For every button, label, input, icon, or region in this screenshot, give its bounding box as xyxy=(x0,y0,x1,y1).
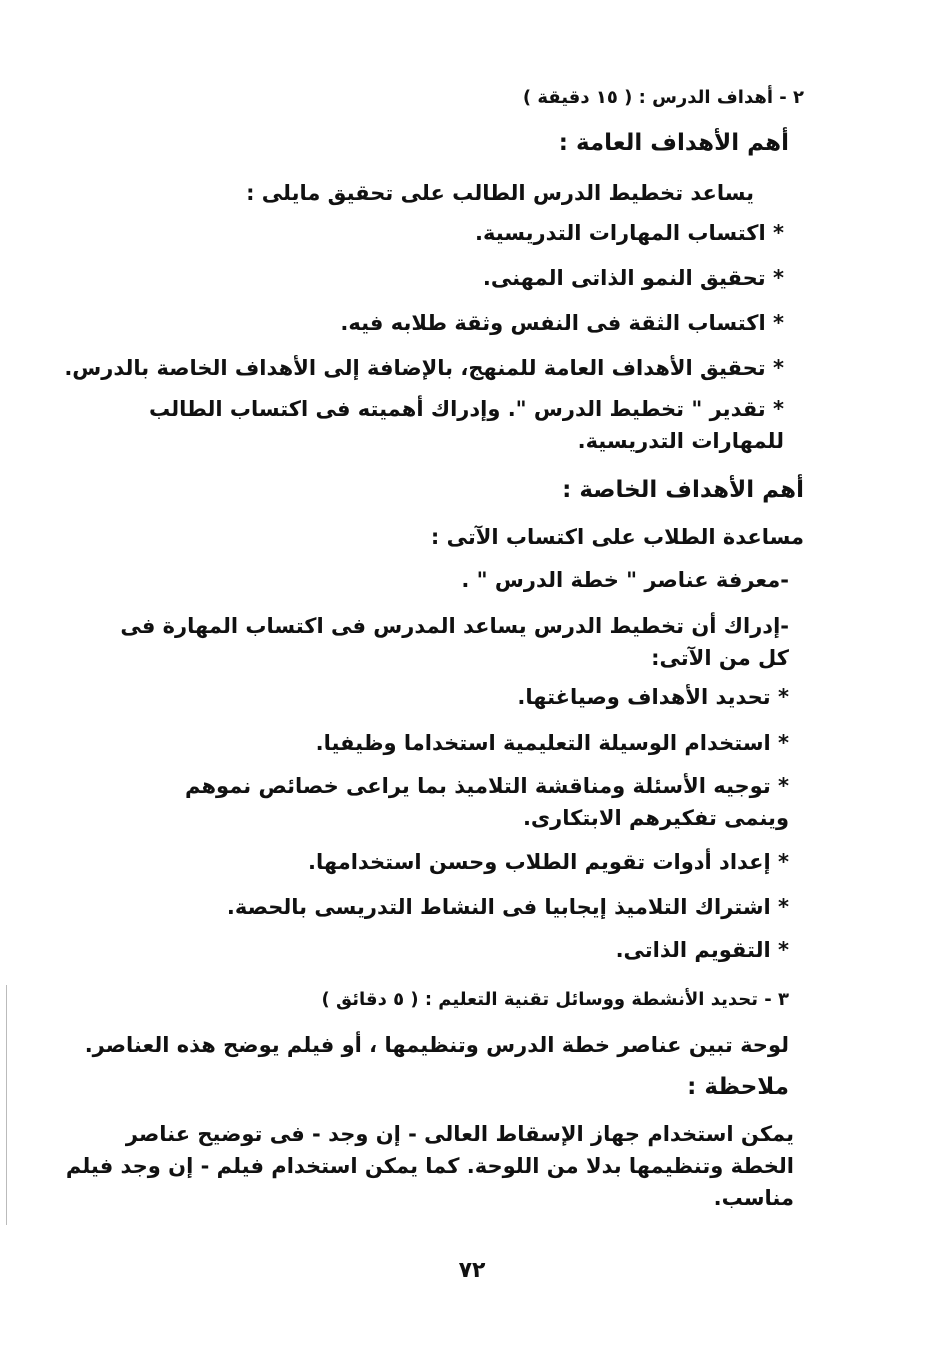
general-goal-item: * اكتساب المهارات التدريسية. xyxy=(475,221,784,245)
special-goals-title: أهم الأهداف الخاصة : xyxy=(562,477,804,503)
scan-edge-mark xyxy=(6,985,7,1225)
general-goal-item: * تحقيق الأهداف العامة للمنهج، بالإضافة إلى الأهداف الخاصة بالدرس. xyxy=(64,356,784,380)
special-goal-item: * توجيه الأسئلة ومناقشة التلاميذ بما يراعى خصائص نموهم وينمى تفكيرهم الابتكارى. xyxy=(185,774,789,830)
special-goal-item: * اشتراك التلاميذ إيجابيا فى النشاط التدريسى بالحصة. xyxy=(226,895,789,919)
section-2-heading: ٢ - أهداف الدرس : ( ١٥ دقيقة ) xyxy=(522,87,804,108)
special-goal-item: * استخدام الوسيلة التعليمية استخداما وظيفيا. xyxy=(315,731,789,755)
special-goal-item: * التقويم الذاتى. xyxy=(615,938,789,962)
general-goal-item: * اكتساب الثقة فى النفس وثقة طلابه فيه. xyxy=(340,311,784,335)
page-number: ٧٢ xyxy=(458,1258,486,1283)
general-goal-item: * تقدير " تخطيط الدرس ". وإدراك أهميته فى اكتساب الطالب للمهارات التدريسية. xyxy=(148,397,784,453)
section-3-text: لوحة تبين عناصر خطة الدرس وتنظيمها ، أو فيلم يوضح هذه العناصر. xyxy=(84,1033,789,1057)
note-text: يمكن استخدام جهاز الإسقاط العالى - إن وجد - فى توضيح عناصر الخطة وتنظيمها بدلا من اللوحة. كما يمكن استخدام فيلم - إن وجد فيلم مناسب. xyxy=(65,1122,794,1210)
special-goal-item: * إعداد أدوات تقويم الطلاب وحسن استخدامها. xyxy=(307,850,789,874)
special-goal-item: * تحديد الأهداف وصياغتها. xyxy=(517,685,789,709)
general-goals-intro: يساعد تخطيط الدرس الطالب على تحقيق مايلى : xyxy=(246,181,754,205)
section-3-heading: ٣ - تحديد الأنشطة ووسائل تقنية التعليم : ( ٥ دقائق ) xyxy=(321,989,789,1010)
general-goals-title: أهم الأهداف العامة : xyxy=(558,130,789,156)
note-title: ملاحظة : xyxy=(687,1074,789,1100)
special-goal-dash: -إدراك أن تخطيط الدرس يساعد المدرس فى اكتساب المهارة فى كل من الآتى: xyxy=(120,614,789,670)
special-goal-dash: -معرفة عناصر " خطة الدرس " . xyxy=(461,568,789,592)
special-goals-intro: مساعدة الطلاب على اكتساب الآتى : xyxy=(430,525,804,549)
general-goal-item: * تحقيق النمو الذاتى المهنى. xyxy=(482,266,784,290)
